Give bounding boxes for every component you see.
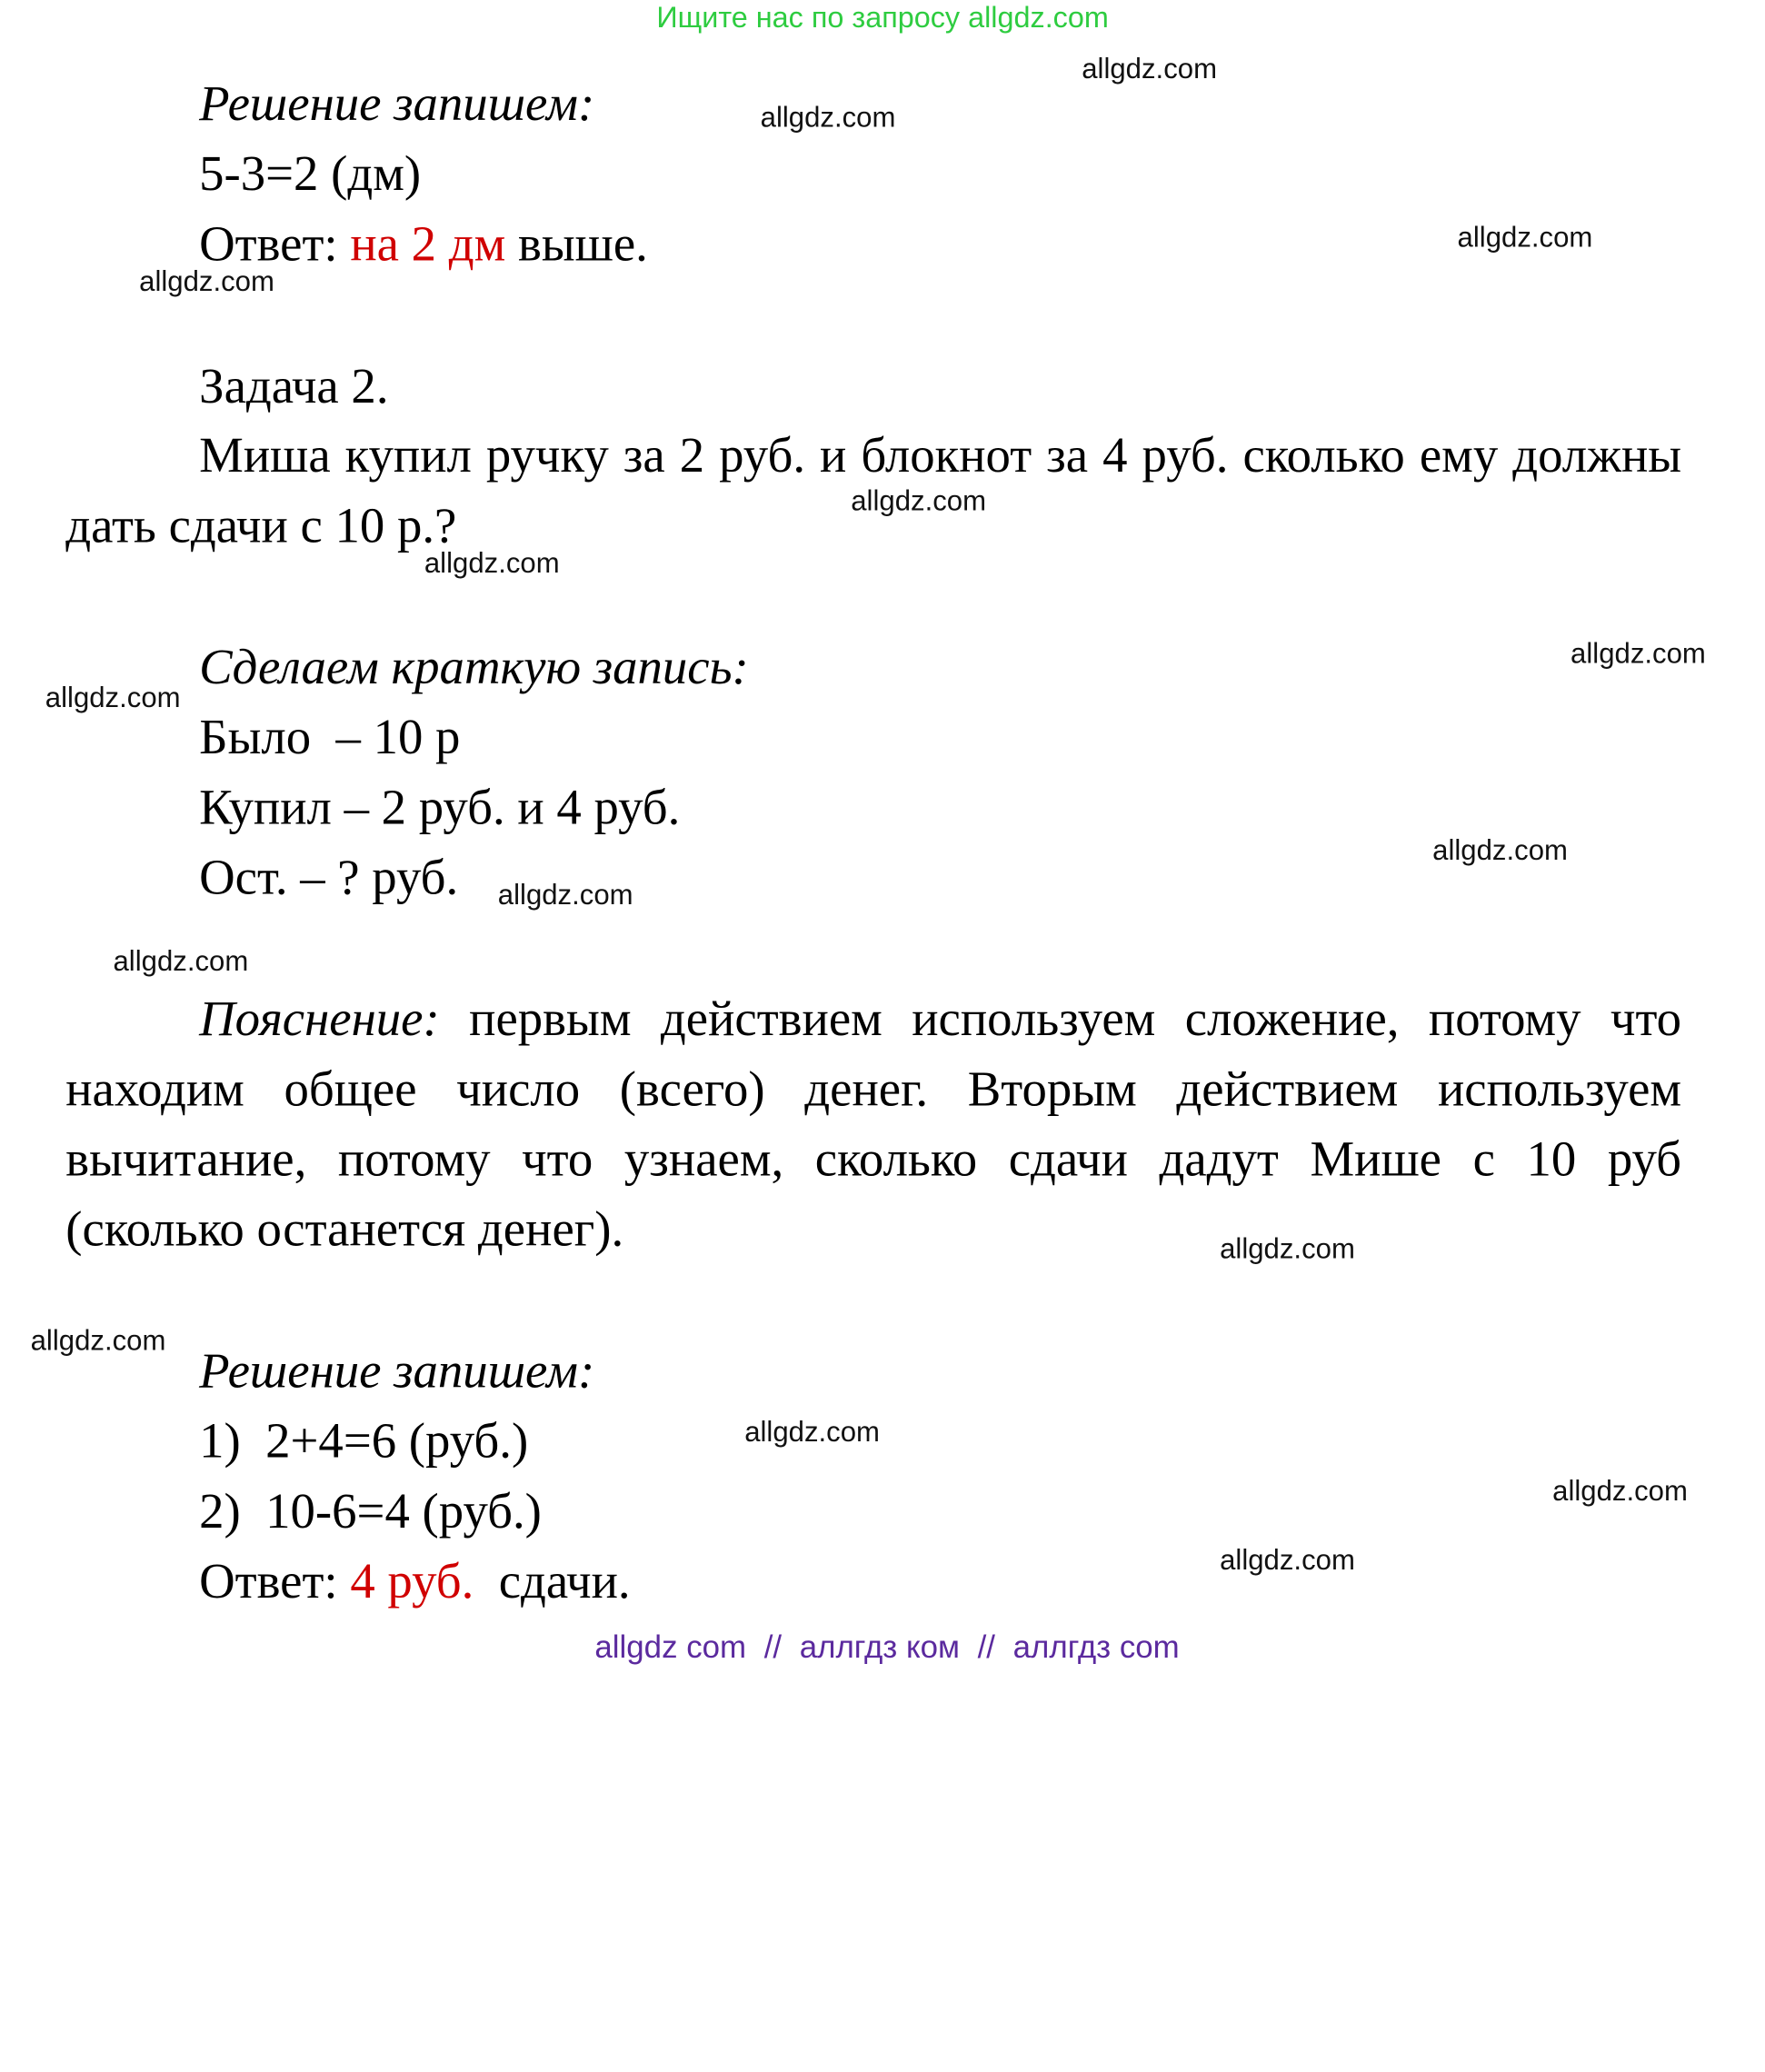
watermark: allgdz.com: [1457, 222, 1593, 254]
solution-step: 1) 2+4=6 (руб.): [199, 1413, 529, 1469]
solution-step: 2) 10-6=4 (руб.): [199, 1483, 542, 1539]
watermark: allgdz.com: [1432, 834, 1568, 867]
answer-suffix: сдачи.: [498, 1553, 631, 1609]
watermark: allgdz.com: [30, 1324, 166, 1357]
watermark: allgdz.com: [1220, 1544, 1355, 1577]
watermark: allgdz.com: [45, 682, 181, 714]
answer-1: [199, 215, 648, 272]
solution-heading-2: Решение запишем:: [199, 1342, 595, 1399]
watermark: allgdz.com: [1552, 1475, 1688, 1508]
watermark: allgdz.com: [1220, 1233, 1355, 1265]
watermark: allgdz.com: [851, 485, 987, 517]
answer-value: 4 руб.: [350, 1553, 474, 1609]
watermark: allgdz.com: [1571, 638, 1706, 671]
equation-1: 5-3=2 (дм): [199, 145, 422, 202]
watermark: allgdz.com: [497, 879, 633, 911]
solution-heading-1: Решение запишем:: [199, 75, 595, 132]
note-line: Ост. – ? руб.: [199, 849, 459, 905]
watermark: allgdz.com: [760, 102, 896, 134]
explanation-text: первым действием используем сложение, потому что находим общее число (всего) денег. Вторым действием используем вычитание, потому что узнаем, сколько сдачи дадут Мише с 10 руб (сколько останется денег).: [65, 991, 1682, 1258]
note-line: Было – 10 р: [199, 709, 461, 765]
watermark: allgdz.com: [139, 265, 274, 298]
watermark: allgdz.com: [744, 1416, 880, 1449]
search-banner[interactable]: Ищите нас по запросу allgdz.com: [656, 0, 1109, 35]
footer-link[interactable]: аллгдз ком: [799, 1629, 960, 1665]
footer-link[interactable]: аллгдз com: [1012, 1629, 1180, 1665]
short-note-heading: Сделаем краткую запись:: [199, 639, 749, 695]
footer-links: [0, 1629, 1765, 1666]
note-line: Купил – 2 руб. и 4 руб.: [199, 779, 681, 835]
answer-2: [199, 1553, 631, 1609]
watermark: allgdz.com: [113, 945, 249, 978]
explanation-paragraph: [65, 984, 1681, 1265]
footer-link[interactable]: allgdz com: [594, 1629, 747, 1665]
watermark: allgdz.com: [424, 547, 560, 580]
answer-prefix: Ответ:: [199, 1553, 338, 1609]
answer-suffix: выше.: [517, 215, 648, 272]
answer-prefix: Ответ:: [199, 215, 338, 272]
explanation-label: Пояснение:: [199, 991, 440, 1047]
footer-separator: //: [763, 1629, 783, 1665]
watermark: allgdz.com: [1082, 53, 1217, 85]
answer-value: на 2 дм: [350, 215, 506, 272]
problem-text: Миша купил ручку за 2 руб. и блокнот за 4 руб. сколько ему должны дать сдачи с 10 р.?: [65, 427, 1682, 553]
task-title: Задача 2.: [199, 358, 389, 414]
footer-separator: //: [977, 1629, 995, 1665]
